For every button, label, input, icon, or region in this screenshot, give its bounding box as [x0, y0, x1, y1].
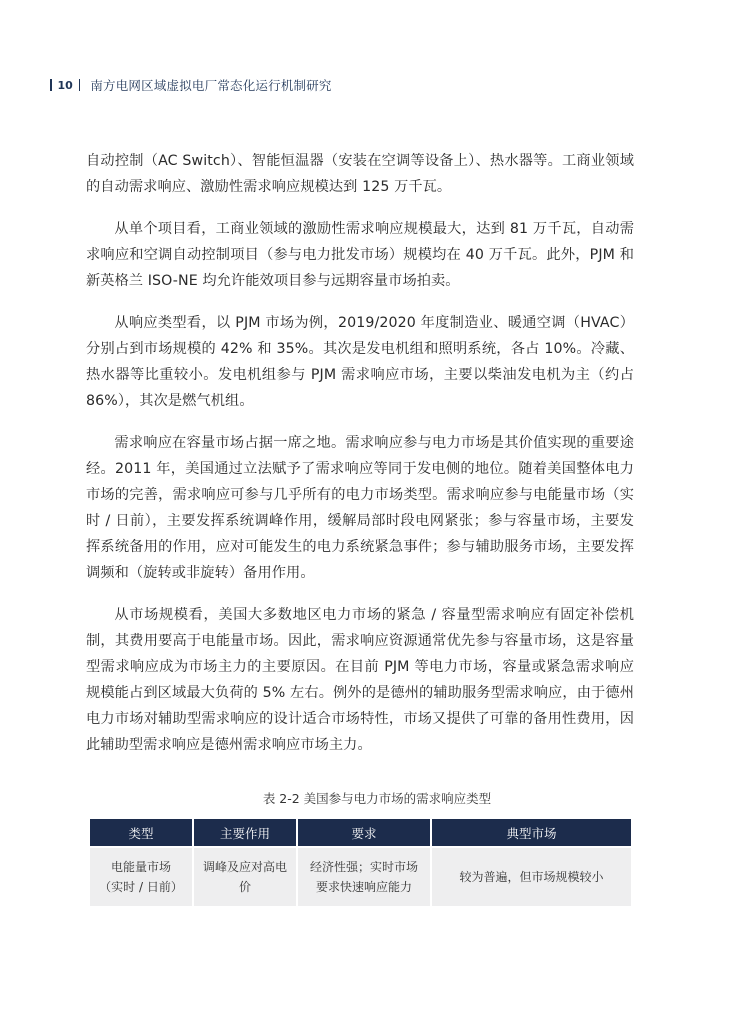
column-header-role: 主要作用 — [194, 819, 296, 846]
paragraph: 自动控制（AC Switch）、智能恒温器（安装在空调等设备上）、热水器等。工商业领域的自动需求响应、激励性需求响应规模达到 125 万千瓦。 — [86, 153, 634, 195]
running-title: 南方电网区域虚拟电厂常态化运行机制研究 — [90, 78, 332, 93]
cell-type — [90, 846, 192, 906]
column-header-market: 典型市场 — [432, 819, 631, 846]
requirement-line: 经济性强；实时市场 — [309, 860, 418, 874]
page-number: 10 — [57, 78, 73, 92]
type-line: 电能量市场 — [110, 860, 171, 874]
demand-response-table — [88, 819, 633, 906]
right-rule — [79, 79, 81, 91]
running-head — [50, 76, 332, 94]
paragraph: 从响应类型看，以 PJM 市场为例，2019/2020 年度制造业、暖通空调（HVAC）分别占到市场规模的 42% 和 35%。其次是发电机组和照明系统，各占 10%。冷藏、热水器等比重较小。发电机组参与 PJM 需求响应市场，主要以柴油发电机为主（约占 86%），其次是燃气机组。 — [86, 315, 634, 409]
type-line: （实时 / 日前） — [99, 880, 183, 894]
requirement-line: 要求快速响应能力 — [315, 880, 412, 894]
table-caption: 表 2-2 美国参与电力市场的需求响应类型 — [262, 791, 492, 806]
paragraph: 从市场规模看，美国大多数地区电力市场的紧急 / 容量型需求响应有固定补偿机制，其费用要高于电能量市场。因此，需求响应资源通常优先参与容量市场，这是容量型需求响应成为市场主力的主要原因。在目前 PJM 等电力市场，容量或紧急需求响应规模能占到区域最大负荷的 5% 左右。例外的是德州的辅助服务型需求响应，由于德州电力市场对辅助型需求响应的设计适合市场特性，市场又提供了可靠的备用性费用，因此辅助型需求响应是德州需求响应市场主力。 — [86, 607, 634, 753]
body-text — [86, 148, 634, 774]
column-header-type: 类型 — [90, 819, 192, 846]
left-rule — [50, 79, 52, 91]
cell-requirement — [298, 846, 430, 906]
cell-market: 较为普遍，但市场规模较小 — [432, 846, 631, 906]
table-row — [90, 846, 631, 906]
column-header-requirement: 要求 — [298, 819, 430, 846]
table-header-row — [90, 819, 631, 846]
paragraph: 从单个项目看，工商业领域的激励性需求响应规模最大，达到 81 万千瓦，自动需求响应和空调自动控制项目（参与电力批发市场）规模均在 40 万千瓦。此外，PJM 和新英格兰 ISO-NE 均允许能效项目参与远期容量市场拍卖。 — [86, 221, 634, 289]
paragraph: 需求响应在容量市场占据一席之地。需求响应参与电力市场是其价值实现的重要途经。2011 年，美国通过立法赋予了需求响应等同于发电侧的地位。随着美国整体电力市场的完善，需求响应可参与几乎所有的电力市场类型。需求响应参与电能量市场（实时 / 日前），主要发挥系统调峰作用，缓解局部时段电网紧张；参与容量市场，主要发挥系统备用的作用，应对可能发生的电力系统紧急事件；参与辅助服务市场，主要发挥调频和（旋转或非旋转）备用作用。 — [86, 435, 634, 581]
cell-role: 调峰及应对高电价 — [194, 846, 296, 906]
